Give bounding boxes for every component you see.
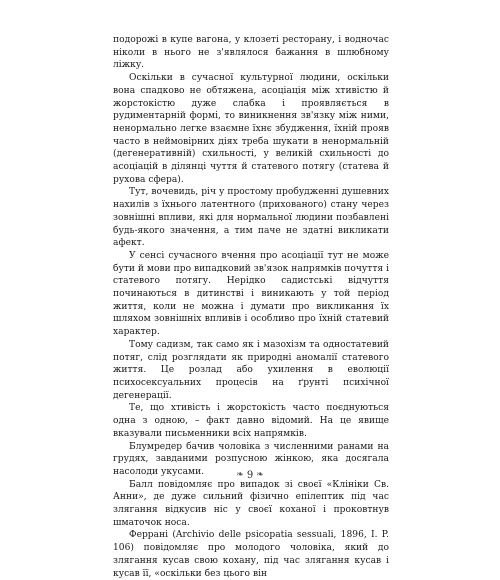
- paragraph: Тому садизм, так само як і мазохізм та одностатевий потяг, слід розглядати як природні аномалії статевого життя. Це розлад або ухилення в еволюції психосексуальних процесів на ґрунті психічної дегенерації.: [113, 339, 389, 401]
- paragraph: Те, що хтивість і жорстокість часто поєднуються одна з одною, – факт давно відомий. На це явище вказували письменники всіх напрямків.: [113, 403, 389, 439]
- paragraph: У сенсі сучасного вчення про асоціації тут не може бути й мови про випадковий зв'язок напрямків почуття і статевого потягу. Нерідко садистські відчуття починаються в дитинстві і виникають у той період життя, коли не можна і думати про викликання їх шляхом зовнішніх впливів і особливо про їхній статевий характер.: [113, 250, 389, 338]
- body-text: [113, 34, 389, 580]
- paragraph: Оскільки в сучасної культурної людини, оскільки вона спадково не обтяжена, асоціація між хтивістю й жорстокістю дуже слабка і проявляється в рудиментарній формі, то виникнення зв'язку між ними, ненормально легке взаємне їхнє збудження, їхній прояв часто в неймовірних діях треба шукати в ненормальній (дегенеративній) схильності, у великій схильності до асоціацій в ділянці чуття й статевого потягу (статева й рухова сфера).: [113, 73, 389, 185]
- paragraph: Феррані (Archivio delle psicopatia sessuali, 1896, I. P. 106) повідомляє про молодого чоловіка, який до злягання кусав свою кохану, під час злягання кусав і кусав її, «оскільки без цього він: [113, 530, 389, 579]
- page-number: 9: [246, 470, 254, 481]
- ornament-right-icon: ❧: [256, 470, 264, 480]
- paragraph: Тут, вочевидь, річ у простому пробудженні душевних нахилів з їхнього латентного (прихованого) стану через зовнішні впливи, які для нормальної людини позбавлені будь-якого значення, а тим паче не здатні викликати афект.: [113, 187, 389, 249]
- paragraph: Блумредер бачив чоловіка з численними ранами на грудях, завданими розпусною жінкою, яка досягала насолоди укусами.: [113, 441, 389, 477]
- paragraph: подорожі в купе вагона, у клозеті ресторану, і водночас ніколи в нього не з'являлося бажання в шлюбному ліжку.: [113, 35, 389, 71]
- ornament-left-icon: ❧: [236, 470, 244, 480]
- paragraph: Балл повідомляє про випадок зі своєї «Клініки Св. Анни», де дуже сильний фізично епілептик під час злягання відкусив ніс у своєї коханої і проковтнув шматочок носа.: [113, 479, 389, 528]
- page-footer: [0, 470, 500, 481]
